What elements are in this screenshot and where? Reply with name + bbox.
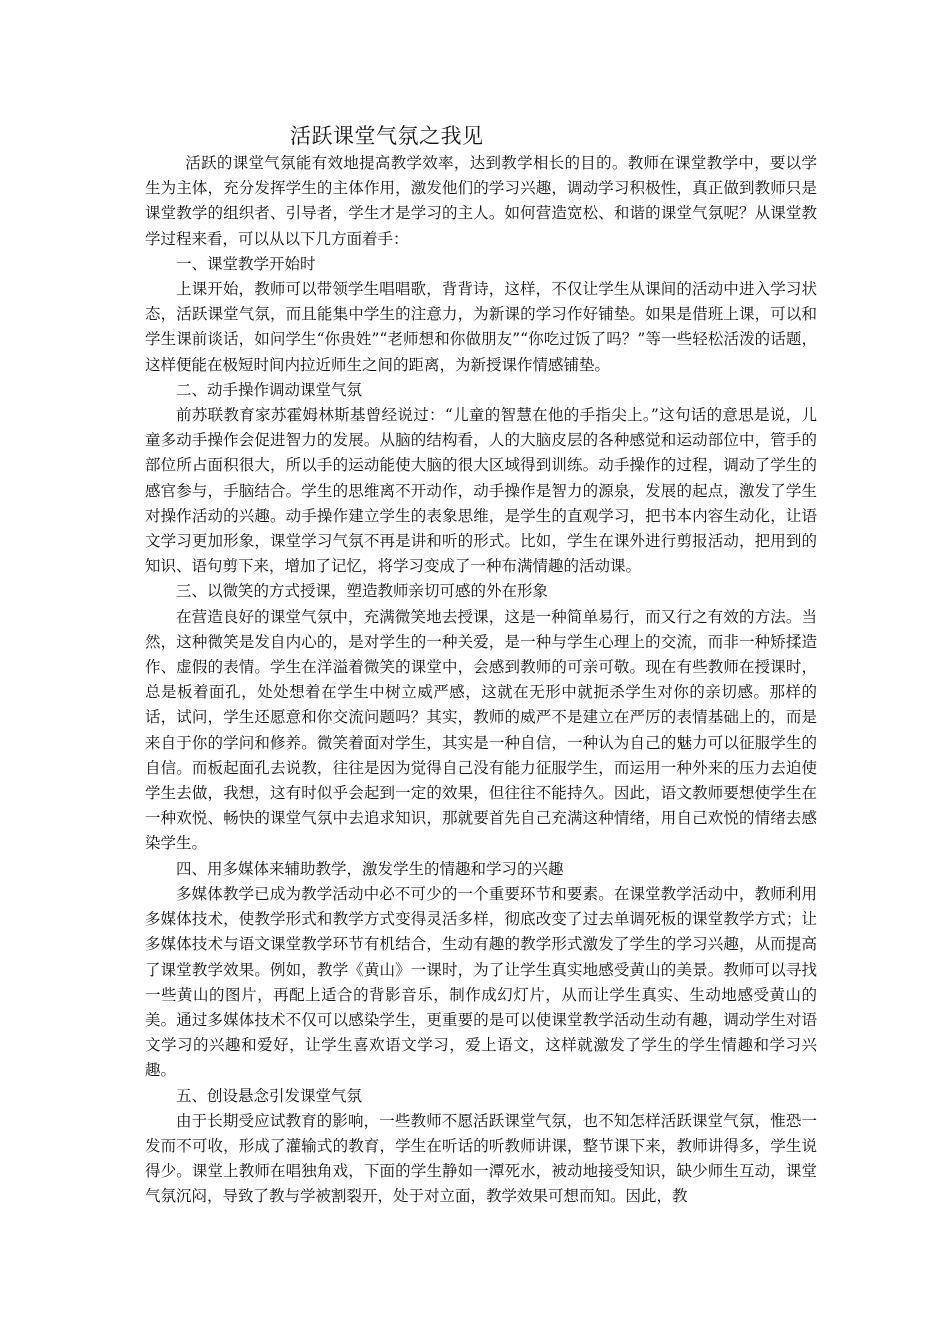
section-heading-3: 三、以微笑的方式授课，塑造教师亲切可感的外在形象 — [176, 582, 549, 601]
document-title: 活跃课堂气氛之我见 — [290, 124, 484, 148]
section-paragraph-5: 由于长期受应试教育的影响，一些教师不愿活跃课堂气氛，也不知怎样活跃课堂气氛，惟恐一发而不可收，形成了灌输式的教育，学生在听话的听教师讲课，整节课下来，教师讲得多，学生说得少。课堂上教师在唱独角戏，下面的学生静如一潭死水，被动地接受知识，缺少师生互动，课堂气氛沉闷，导致了教与学被割裂开，处于对立面，教学效果可想而知。因此，教 — [145, 1111, 817, 1206]
section-paragraph-1: 上课开始，教师可以带领学生唱唱歌，背背诗，这样，不仅让学生从课间的活动中进入学习状态，活跃课堂气氛，而且能集中学生的注意力，为新课的学习作好铺垫。如果是借班上课，可以和学生课前谈话，如问学生“你贵姓”“老师想和你做朋友”“你吃过饭了吗？”等一些轻松活泼的话题，这样便能在极短时间内拉近师生之间的距离，为新授课作情感铺垫。 — [145, 280, 817, 374]
section-paragraph-4: 多媒体教学已成为教学活动中必不可少的一个重要环节和要素。在课堂教学活动中，教师利用多媒体技术，使教学形式和教学方式变得灵活多样，彻底改变了过去单调死板的课堂教学方式；让多媒体技术与语文课堂教学环节有机结合，生动有趣的教学形式激发了学生的学习兴趣，从而提高了课堂教学效果。例如，教学《黄山》一课时，为了让学生真实地感受黄山的美景。教师可以寻找一些黄山的图片，再配上适合的背影音乐，制作成幻灯片，从而让学生真实、生动地感受黄山的美。通过多媒体技术不仅可以感染学生，更重要的是可以使课堂教学活动生动有趣，调动学生对语文学习的兴趣和爱好，让学生喜欢语文学习，爱上语文，这样就激发了学生的学生情趣和学习兴趣。 — [145, 884, 817, 1080]
section-heading-1: 一、课堂教学开始时 — [176, 254, 316, 273]
section-paragraph-3: 在营造良好的课堂气氛中，充满微笑地去授课，这是一种简单易行，而又行之有效的方法。当然，这种微笑是发自内心的，是对学生的一种关爱，是一种与学生心理上的交流，而非一种矫揉造作、虚假的表情。学生在洋溢着微笑的课堂中，会感到教师的可亲可敬。现在有些教师在授课时，总是板着面孔，处处想着在学生中树立威严感，这就在无形中就扼杀学生对你的亲切感。那样的话，试问，学生还愿意和你交流问题吗？其实，教师的威严不是建立在严厉的表情基础上的，而是来自于你的学问和修养。微笑着面对学生，其实是一种自信，一种认为自己的魅力可以征服学生的自信。而板起面孔去说教，往往是因为觉得自己没有能力征服学生，而运用一种外来的压力去迫使学生去做，我想，这有时似乎会起到一定的效果，但往往不能持久。因此，语文教师要想使学生在一种欢悦、畅快的课堂气氛中去追求知识，那就要首先自己充满这种情绪，用自己欢悦的情绪去感染学生。 — [145, 607, 817, 853]
section-paragraph-2: 前苏联教育家苏霍姆林斯基曾经说过：“儿童的智慧在他的手指尖上。”这句话的意思是说，儿童多动手操作会促进智力的发展。从脑的结构看，人的大脑皮层的各种感觉和运动部位中，管手的部位所占面积很大，所以手的运动能使大脑的很大区域得到训练。动手操作的过程，调动了学生的感官参与，手脑结合。学生的思维离不开动作，动手操作是智力的源泉，发展的起点，激发了学生对操作活动的兴趣。动手操作建立学生的表象思维，是学生的直观学习，把书本内容生动化，让语文学习更加形象，课堂学习气氛不再是讲和听的形式。比如，学生在课外进行剪报活动，把用到的知识、语句剪下来，增加了记忆，将学习变成了一种布满情趣的活动课。 — [145, 406, 817, 576]
section-heading-4: 四、用多媒体来辅助教学，激发学生的情趣和学习的兴趣 — [176, 859, 564, 878]
section-heading-5: 五、创设悬念引发课堂气氛 — [176, 1086, 363, 1105]
intro-paragraph: 活跃的课堂气氛能有效地提高教学效率，达到教学相长的目的。教师在课堂教学中，要以学生为主体，充分发挥学生的主体作用，激发他们的学习兴趣，调动学习积极性，真正做到教师只是课堂教学的组织者、引导者，学生才是学习的主人。如何营造宽松、和谐的课堂气氛呢？从课堂教学过程来看，可以从以下几方面着手： — [145, 154, 817, 248]
section-heading-2: 二、动手操作调动课堂气氛 — [176, 380, 363, 399]
document-body — [145, 151, 817, 1210]
